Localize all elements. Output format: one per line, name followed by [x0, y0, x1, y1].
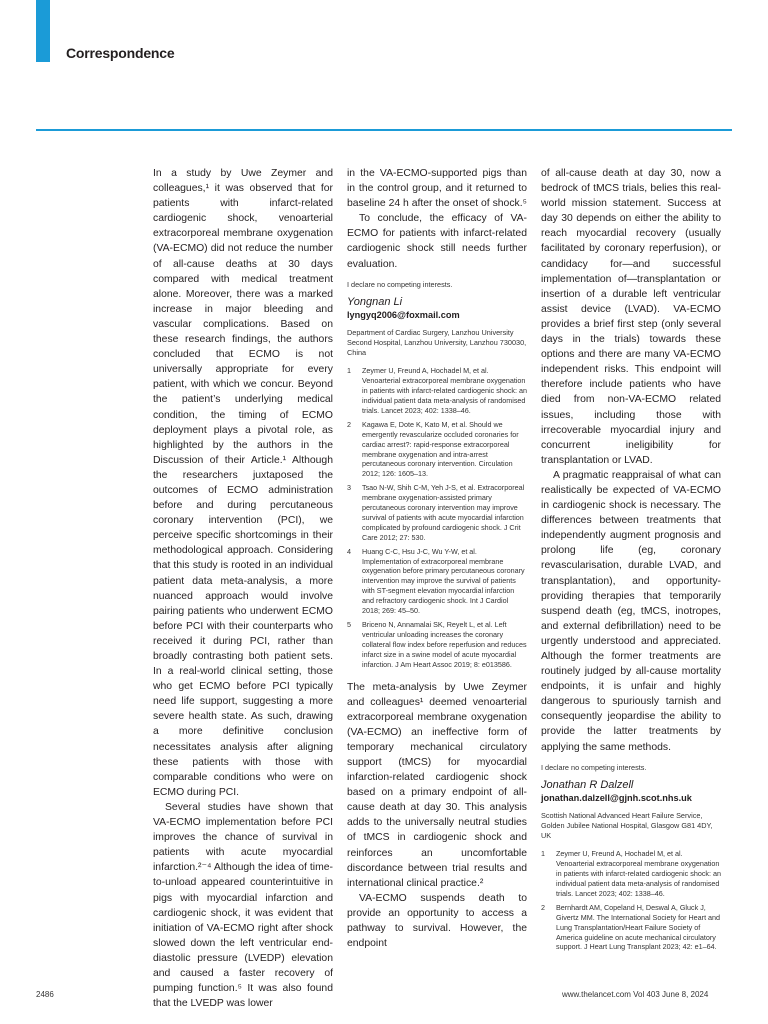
- letter2-paragraph: The meta-analysis by Uwe Zeymer and colleagues¹ deemed venoarterial extracorporeal membrane oxygenation (VA-ECMO) an ineffective form of temporary mechanical circulatory support (tMCS) for myocardial infarction-related cardiogenic shock based on a primary endpoint of all-cause death at day 30. This analysis adds to the universally neutral studies of tMCS in cardiogenic shock and reinforces an uncomfortable discordance between trial results and international clinical practice.²: [347, 681, 527, 889]
- reference-item: 2 Kagawa E, Dote K, Kato M, et al. Should we emergently revascularize occluded coronaries for cardiac arrest?: rapid-response extracorporeal membrane oxygenation and intra-arrest percutaneous coronary intervention. Circulation 2012; 126: 1605–13.: [347, 419, 519, 479]
- letter1-paragraph: In a study by Uwe Zeymer and colleagues,¹ it was observed that for patients with infarct-related cardiogenic shock, venoarterial extracorporeal membrane oxygenation (VA-ECMO) did not reduce the number of all-cause deaths at 30 days compared with medical treatment alone. Moreover, there was a marked increase in major bleeding and vascular complications. Based on these research findings, the authors concluded that ECMO is not universally appropriate for every patient, with which we concur. Beyond the patient’s underlying medical condition, the timing of ECMO deployment plays a pivotal role, as highlighted by the authors in the Discussion of their Article.¹ Although the researchers juxtaposed the outcomes of ECMO administration before and during percutaneous coronary intervention (PCI), we perceive specific shortcomings in their methodological approach. Considering that this study is rooted in an individual patient data meta-analysis, a more nuanced approach would involve pairing patients who underwent ECMO before PCI with their counterparts who received it during PCI, rather than broadly contrasting both patient sets. In a real-world clinical setting, those who get ECMO before PCI typically need life support, suggesting a more severe health state. As such, drawing a more definitive conclusion necessitates analysis after aligning these patients with those with comparable conditions who were on ECMO during PCI.: [153, 168, 333, 798]
- author-affiliation: Department of Cardiac Surgery, Lanzhou University Second Hospital, Lanzhou University, Lanzhou 730030, China: [347, 327, 527, 358]
- letter2-paragraph: of all-cause death at day 30, now a bedrock of tMCS trials, belies this real-world mission statement. Success at day 30 depends on either the ability to reach myocardial recovery (usually facilitated by coronary reperfusion), or candidacy for—and successful implementation of—transplantation or insertion of a durable left ventricular assist device (LVAD). VA-ECMO provides a brief first step (only several days in the trials) towards these options and there are many VA-ECMO independent risks. This endpoint will therefore include patients who have died from non-VA-ECMO related issues, including those with irrecoverable myocardial injury and concurrent ineligibility for transplantation or LVAD.: [541, 168, 721, 466]
- page-number: 2486: [36, 990, 54, 999]
- author-name: Yongnan Li: [347, 295, 403, 308]
- reference-list: [347, 366, 527, 669]
- reference-item: 2 Bernhardt AM, Copeland H, Deswal A, Gluck J, Givertz MM. The International Society for Heart and Lung Transplantation/Heart Failure Society of America guideline on acute mechanical circulatory support. J Heart Lung Transplant 2023; 42: e1–64.: [541, 902, 721, 952]
- reference-item: 5 Briceno N, Annamalai SK, Reyelt L, et al. Left ventricular unloading increases the coronary collateral flow index before reperfusion and reduces infarct size in a swine model of acute myocardial infarction. J Am Heart Assoc 2019; 8: e013586.: [347, 620, 527, 669]
- letter2-paragraph: A pragmatic reappraisal of what can realistically be expected of VA-ECMO in cardiogenic shock is necessary. The differences between treatments that independently augment prognosis and prolong life (eg, coronary revascularisation, durable LVAD, and transplantation), and opportunity-providing therapies that temporarily suspend death (eg, tMCS, inotropes, and external defibrillation) need to be urgently understood and appreciated. Although the former treatments are routinely judged by all-cause mortality endpoints, it is unfair and highly dangerous to spuriously tarnish and consequently jeopardise the ability to provide the latter treatments by applying the same methods.: [541, 469, 721, 753]
- letter1-conclusion: To conclude, the efficacy of VA-ECMO for patients with infarct-related cardiogenic shock still needs further evaluation.: [347, 213, 527, 270]
- header-rule: [36, 129, 732, 131]
- author-email[interactable]: lyngyq2006@foxmail.com: [347, 309, 460, 320]
- reference-item: 1 Zeymer U, Freund A, Hochadel M, et al. Venoarterial extracorporeal membrane oxygenation in patients with infarct-related cardiogenic shock: an individual patient data meta-analysis of randomised trials. Lancet 2023; 402: 1338–46.: [541, 849, 722, 898]
- column-1: [153, 166, 333, 1011]
- reference-item: 3 Tsao N-W, Shih C-M, Yeh J-S, et al. Extracorporeal membrane oxygenation-assisted primary percutaneous coronary intervention may improve survival of patients with acute myocardial infarction complicated by profound cardiogenic shock. J Crit Care 2012; 27: 530.: [347, 483, 525, 542]
- reference-list: [541, 849, 721, 952]
- competing-interests: I declare no competing interests.: [541, 762, 647, 772]
- journal-footer[interactable]: www.thelancet.com Vol 403 June 8, 2024: [562, 990, 709, 999]
- author-affiliation: Scottish National Advanced Heart Failure Service, Golden Jubilee National Hospital, Glasgow G81 4DY, UK: [541, 810, 713, 841]
- competing-interests: I declare no competing interests.: [347, 279, 453, 289]
- author-email[interactable]: jonathan.dalzell@gjnh.scot.nhs.uk: [541, 792, 692, 803]
- section-title: Correspondence: [66, 45, 175, 61]
- column-3: [541, 166, 721, 956]
- letter1-paragraph: Several studies have shown that VA-ECMO implementation before PCI improves the chance of survival in patients with acute myocardial infarction.²⁻⁴ Although the idea of time-to-unload appeared counterintuitive in pigs with myocardial infarction and cardiogenic shock, it was evident that initiation of VA-ECMO right after shock slowed down the left ventricular end-diastolic pressure (LVEDP) elevation and caused a faster recovery of pumping function.⁵ It was also found that the LVEDP was lower: [153, 801, 333, 1010]
- letter2-paragraph: VA-ECMO suspends death to provide an opportunity to access a pathway to survival. However, the endpoint: [347, 892, 527, 950]
- letter1-paragraph: in the VA-ECMO-supported pigs than in the control group, and it returned to baseline 24 h after the onset of shock.⁵: [347, 168, 527, 210]
- reference-item: 1 Zeymer U, Freund A, Hochadel M, et al. Venoarterial extracorporeal membrane oxygenation in patients with infarct-related cardiogenic shock: an individual patient data meta-analysis of randomised trials. Lancet 2023; 402: 1338–46.: [347, 366, 528, 415]
- column-2: [347, 166, 527, 951]
- reference-item: 4 Huang C-C, Hsu J-C, Wu Y-W, et al. Implementation of extracorporeal membrane oxygenation before primary percutaneous coronary intervention may improve the survival of patients with ST-segment elevation myocardial infarction and refractory cardiogenic shock. Int J Cardiol 2018; 269: 45–50.: [347, 546, 525, 616]
- author-name: Jonathan R Dalzell: [541, 778, 634, 791]
- accent-bar: [36, 0, 50, 62]
